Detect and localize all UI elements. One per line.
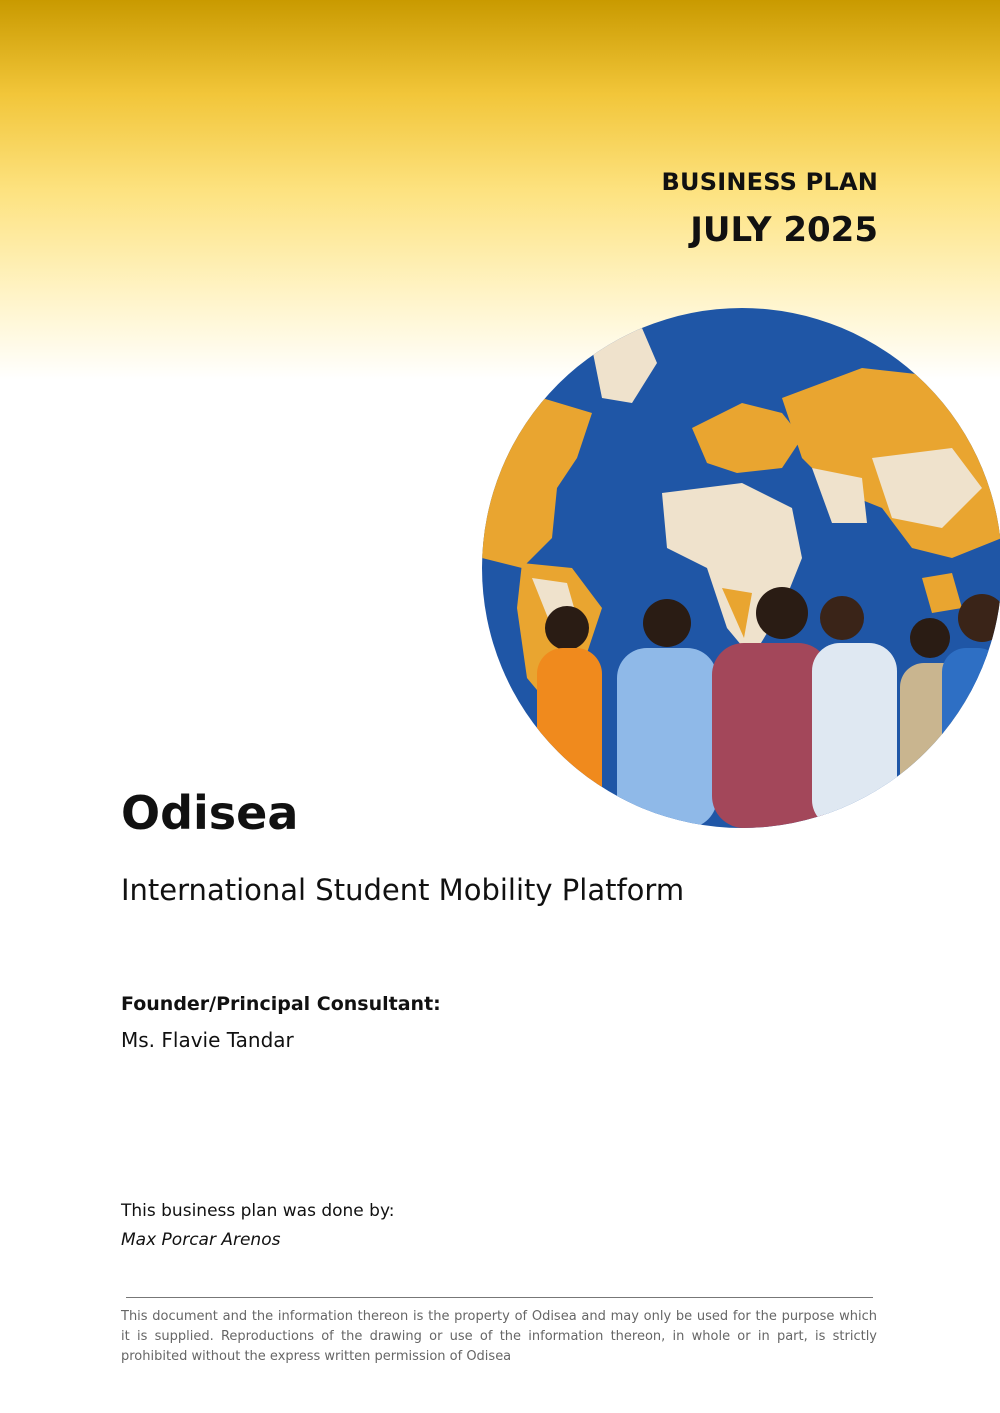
confidentiality-disclaimer: This document and the information thereon is the property of Odisea and may only be used for the purpose which it is supplied. Reproductions of the drawing or use of the information thereon, in whole or in part, is strictly prohibited without the express written permission of Odisea [121, 1309, 877, 1364]
credits-author: Max Porcar Arenos [121, 1230, 281, 1250]
founder-name: Ms. Flavie Tandar [121, 1028, 294, 1052]
document-type: BUSINESS PLAN [661, 168, 878, 196]
founder-label: Founder/Principal Consultant: [121, 993, 441, 1015]
world-map-students-photo-icon [482, 308, 1000, 828]
credits-label: This business plan was done by: [121, 1201, 395, 1221]
header-block [662, 168, 878, 250]
company-name: Odisea [121, 786, 299, 840]
footer-divider [126, 1297, 873, 1298]
cover-photo [482, 308, 1000, 828]
company-tagline: International Student Mobility Platform [121, 873, 685, 907]
document-date: JULY 2025 [690, 210, 878, 250]
